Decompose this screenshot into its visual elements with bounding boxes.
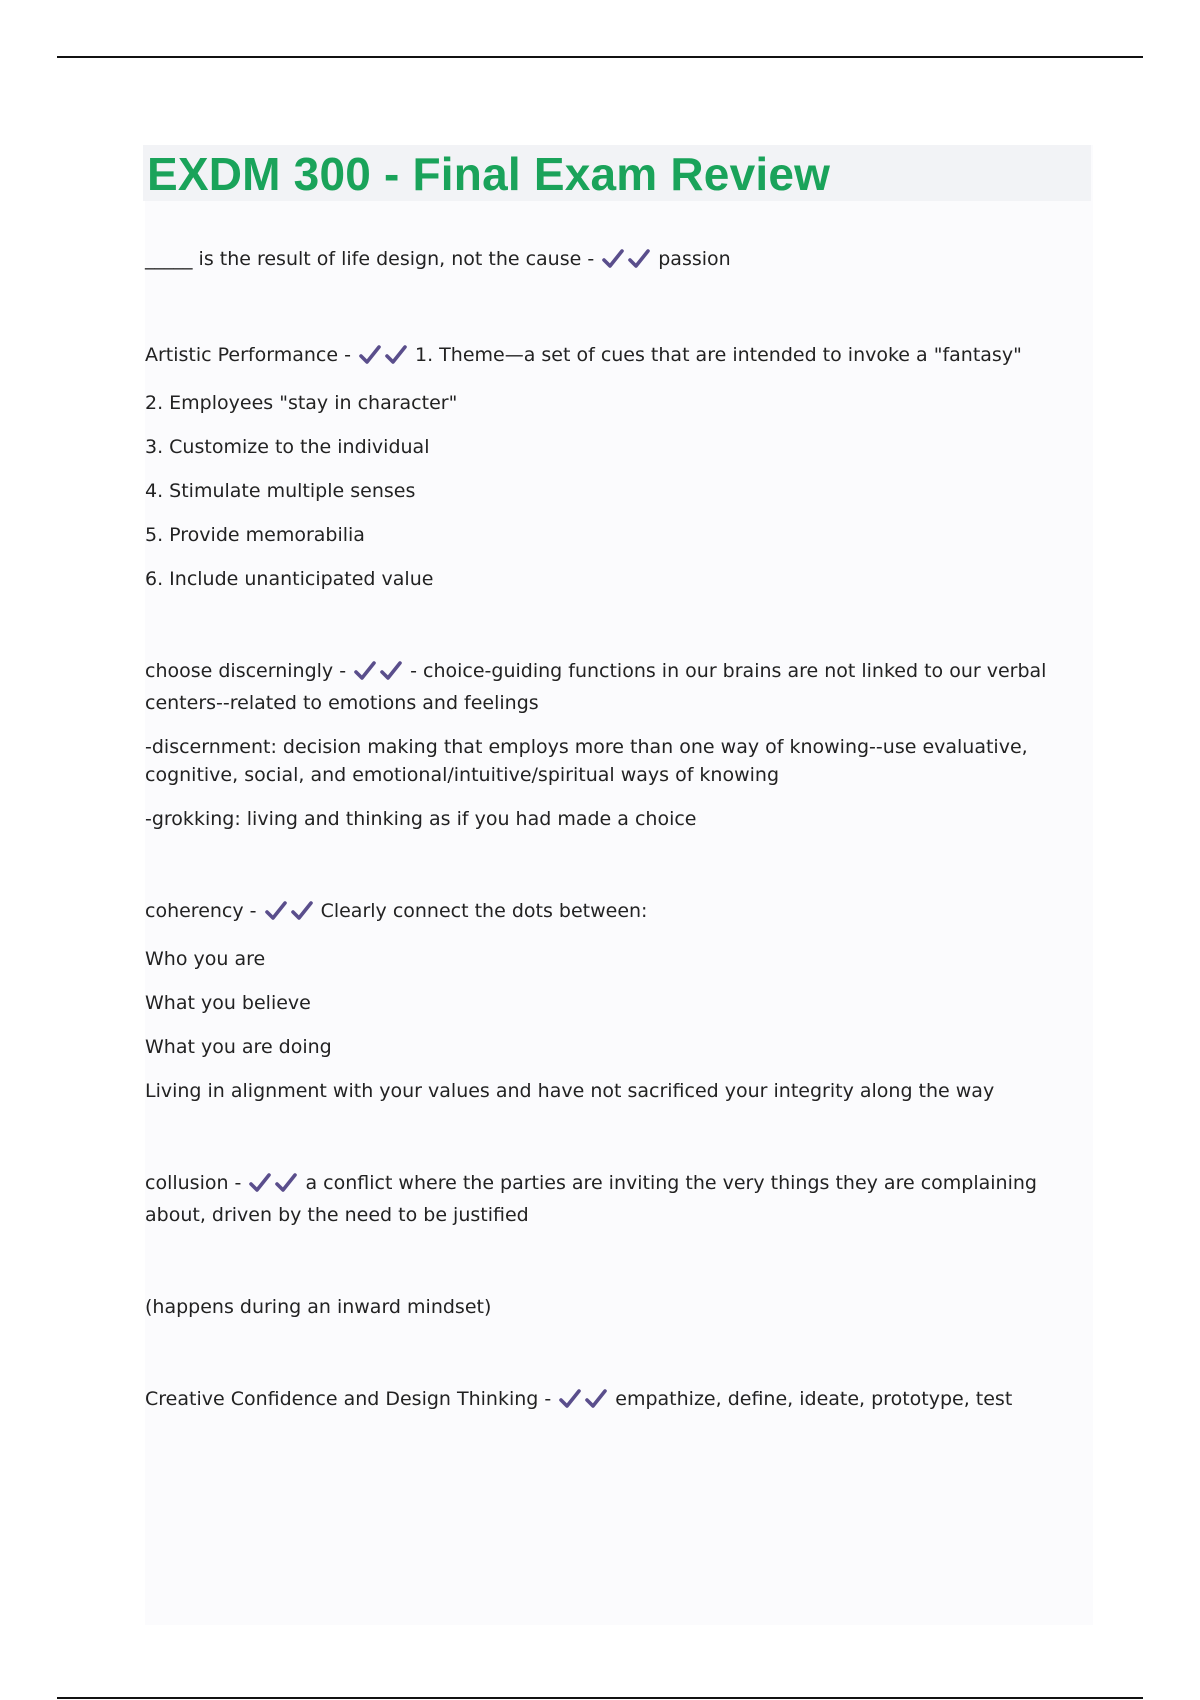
card-detail-line: Who you are	[145, 948, 266, 970]
card-detail-line: 4. Stimulate multiple senses	[145, 480, 416, 502]
card-artistic-performance	[145, 341, 1095, 373]
card-detail-line: 3. Customize to the individual	[145, 436, 430, 458]
card-term: collusion -	[145, 1172, 248, 1194]
card-term: coherency -	[145, 900, 263, 922]
double-checkmark-icon	[249, 1173, 301, 1201]
card-detail-line: -discernment: decision making that employs more than one way of knowing--use evaluative, cognitive, social, and emotional/intuitive/spiritual ways of knowing	[145, 736, 1028, 786]
card-choose-discerningly	[145, 657, 1095, 717]
card-term: _____ is the result of life design, not the cause -	[145, 248, 601, 270]
double-checkmark-icon	[265, 901, 317, 929]
card-creative-confidence	[145, 1385, 1095, 1417]
double-checkmark-icon	[359, 345, 411, 373]
card-answer: Clearly connect the dots between:	[320, 900, 648, 922]
double-checkmark-icon	[354, 661, 406, 689]
card-answer: - choice-guiding functions in our brains are not linked to our verbal centers--related to emotions and feelings	[145, 660, 1047, 714]
card-detail-line: (happens during an inward mindset)	[145, 1296, 492, 1318]
card-coherency	[145, 897, 1095, 929]
card-detail-line: 6. Include unanticipated value	[145, 568, 434, 590]
page-title: EXDM 300 - Final Exam Review	[147, 148, 831, 200]
card-detail-line: What you believe	[145, 992, 311, 1014]
card-term: Creative Confidence and Design Thinking -	[145, 1388, 558, 1410]
card-collusion	[145, 1169, 1095, 1229]
card-answer: 1. Theme—a set of cues that are intended to invoke a "fantasy"	[415, 344, 1022, 366]
card-term: Artistic Performance -	[145, 344, 357, 366]
card-detail-line: What you are doing	[145, 1036, 332, 1058]
double-checkmark-icon	[602, 249, 654, 277]
card-detail-line: -grokking: living and thinking as if you had made a choice	[145, 808, 697, 830]
card-answer: passion	[658, 248, 731, 270]
flashcard-list	[145, 245, 1095, 1417]
double-checkmark-icon	[559, 1389, 611, 1417]
card-detail-line: Living in alignment with your values and have not sacrificed your integrity along the way	[145, 1080, 995, 1102]
top-rule	[57, 56, 1143, 58]
card-detail-line: 2. Employees "stay in character"	[145, 392, 458, 414]
bottom-rule	[57, 1697, 1143, 1699]
card-term: choose discerningly -	[145, 660, 353, 682]
card-detail-line: 5. Provide memorabilia	[145, 524, 365, 546]
card-answer: a conflict where the parties are inviting the very things they are complaining about, driven by the need to be justified	[145, 1172, 1037, 1226]
card-answer: empathize, define, ideate, prototype, test	[615, 1388, 1013, 1410]
card-passion	[145, 245, 1095, 277]
